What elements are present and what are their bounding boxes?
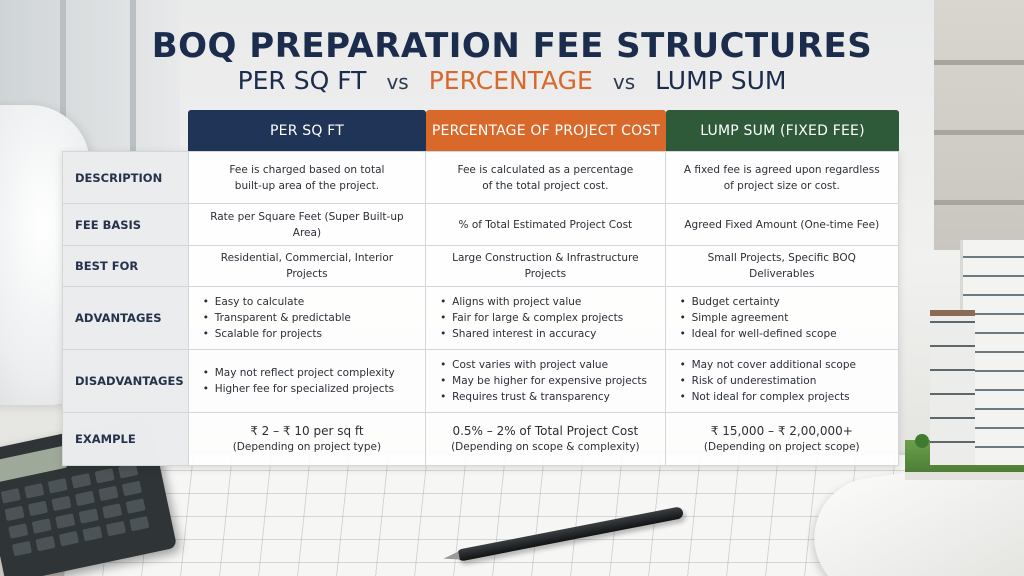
list-item: • Transparent & predictable: [203, 310, 415, 326]
table-cell: [666, 350, 898, 412]
row-label: DISADVANTAGES: [63, 350, 189, 412]
table-body: [62, 151, 899, 466]
example-value: 0.5% – 2% of Total Project Cost: [452, 424, 639, 438]
comparison-table: [62, 110, 899, 466]
table-cell: [189, 350, 426, 412]
example-note: (Depending on project scope): [703, 441, 860, 453]
example-value: ₹ 15,000 – ₹ 2,00,000+: [710, 424, 853, 438]
table-cell: Residential, Commercial, Interior Projects: [189, 246, 426, 286]
list-item: • May not cover additional scope: [680, 357, 888, 373]
table-row-advantages: [63, 287, 898, 350]
list-item: • Aligns with project value: [440, 294, 654, 310]
list-item: • May be higher for expensive projects: [440, 373, 654, 389]
column-header-lump-sum: LUMP SUM (FIXED FEE): [666, 110, 899, 151]
bullet-list: [436, 294, 654, 342]
table-header: [188, 110, 899, 151]
cell-text: of project size or cost.: [723, 179, 840, 192]
list-item: • Budget certainty: [680, 294, 888, 310]
table-cell: Agreed Fixed Amount (One-time Fee): [684, 218, 880, 231]
table-cell: Small Projects, Specific BOQ Deliverables: [707, 252, 856, 280]
table-cell: [426, 152, 665, 203]
table-cell: [189, 287, 426, 349]
row-label: FEE BASIS: [63, 204, 189, 245]
table-cell: % of Total Estimated Project Cost: [426, 204, 665, 245]
cell-text: Fee is calculated as a percentage: [457, 163, 634, 176]
table-row-disadvantages: [63, 350, 898, 413]
list-item: • Easy to calculate: [203, 294, 415, 310]
example-value: ₹ 2 – ₹ 10 per sq ft: [250, 424, 364, 438]
table-cell: [426, 350, 665, 412]
list-item: • Cost varies with project value: [440, 357, 654, 373]
bullet-list: [436, 357, 654, 405]
bullet-list: [676, 294, 888, 342]
list-item: • Shared interest in accuracy: [440, 326, 654, 342]
list-item: • Scalable for projects: [203, 326, 415, 342]
cell-text: Fee is charged based on total: [229, 163, 385, 176]
column-header-percentage: PERCENTAGE OF PROJECT COST: [426, 110, 666, 151]
page-subtitle: [0, 66, 1024, 95]
table-cell: [189, 413, 426, 465]
table-cell: [666, 287, 898, 349]
list-item: • Simple agreement: [680, 310, 888, 326]
subtitle-percentage: PERCENTAGE: [428, 66, 593, 95]
page-title: BOQ PREPARATION FEE STRUCTURES: [151, 26, 873, 66]
row-label: EXAMPLE: [63, 413, 189, 465]
subtitle-vs: vs: [612, 70, 636, 94]
column-header-per-sq-ft: PER SQ FT: [188, 110, 426, 151]
list-item: • Fair for large & complex projects: [440, 310, 654, 326]
bullet-list: [199, 365, 415, 397]
table-cell: [189, 152, 426, 203]
blueprint-image: [63, 455, 937, 576]
list-item: • Not ideal for complex projects: [680, 389, 888, 405]
table-row-best-for: [63, 246, 898, 287]
subtitle-per-sq-ft: PER SQ FT: [237, 66, 367, 95]
table-row-fee-basis: [63, 204, 898, 246]
list-item: • Ideal for well-defined scope: [680, 326, 888, 342]
table-cell: Large Construction & Infrastructure Projects: [426, 246, 665, 286]
cell-text: of the total project cost.: [482, 179, 609, 192]
bullet-list: [676, 357, 888, 405]
table-cell: [666, 152, 898, 203]
table-row-description: [63, 152, 898, 204]
row-label: BEST FOR: [63, 246, 189, 286]
table-cell: Rate per Square Feet (Super Built-up Area): [189, 204, 426, 245]
cell-text: built-up area of the project.: [234, 179, 380, 192]
row-label: ADVANTAGES: [63, 287, 189, 349]
table-row-example: [63, 413, 898, 465]
building-model-image: [930, 240, 1024, 465]
list-item: • Risk of underestimation: [680, 373, 888, 389]
list-item: • Requires trust & transparency: [440, 389, 654, 405]
list-item: • May not reflect project complexity: [203, 365, 415, 381]
bullet-list: [199, 294, 415, 342]
subtitle-vs: vs: [386, 70, 409, 94]
example-note: (Depending on scope & complexity): [451, 441, 640, 453]
table-cell: [666, 413, 898, 465]
subtitle-lump-sum: LUMP SUM: [655, 66, 787, 95]
table-cell: [426, 287, 665, 349]
row-label: DESCRIPTION: [63, 152, 189, 203]
list-item: • Higher fee for specialized projects: [203, 381, 415, 397]
cell-text: A fixed fee is agreed upon regardless: [683, 163, 880, 176]
table-cell: [426, 413, 665, 465]
example-note: (Depending on project type): [232, 441, 382, 453]
